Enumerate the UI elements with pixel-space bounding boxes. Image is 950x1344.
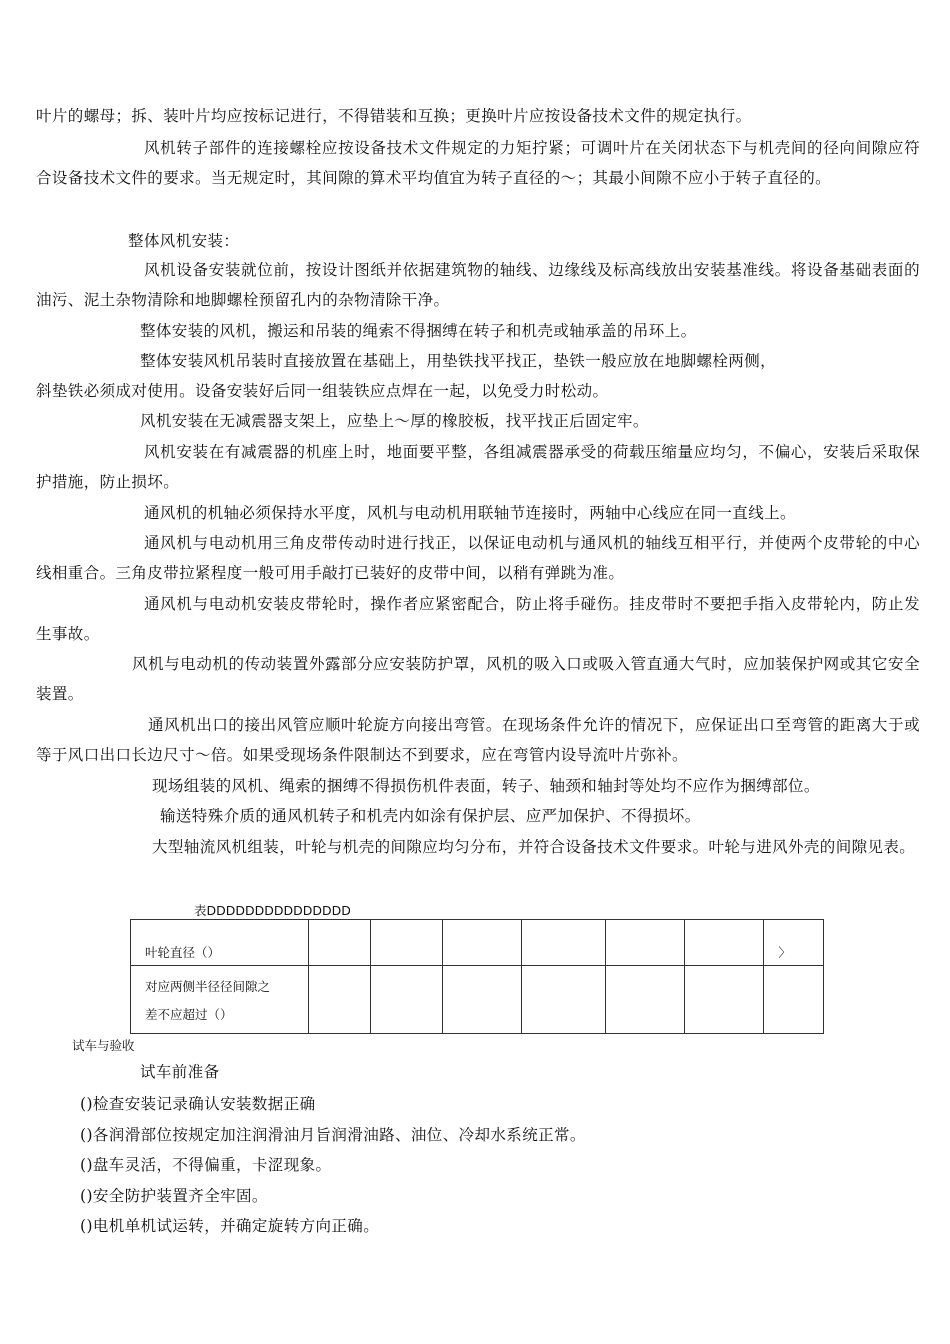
impeller-clearance-table bbox=[130, 919, 824, 1034]
table-cell bbox=[606, 920, 685, 966]
table-cell bbox=[371, 920, 443, 966]
table-row bbox=[131, 920, 824, 966]
paragraph-9: 通风机与电动机用三角皮带传动时进行找正，以保证电动机与通风机的轴线互相平行，并使两个皮带轮的中心线相重合。三角皮带拉紧程度一般可用手敲打已装好的皮带中间，以稍有弹跳为准。 bbox=[36, 534, 920, 582]
checklist-item-2: ()各润滑部位按规定加注润滑油月旨润滑油路、油位、冷却水系统正常。 bbox=[80, 1126, 586, 1144]
table-cell bbox=[308, 920, 370, 966]
table-cell-impeller-diameter: 叶轮直径（） bbox=[131, 920, 309, 966]
table-cell-radial-gap-diff bbox=[131, 966, 309, 1034]
table-cell bbox=[522, 920, 606, 966]
paragraph-7: 风机安装在有减震器的机座上时，地面要平整，各组减震器承受的荷载压缩量应均匀，不偏心，安装后采取保护措施，防止损坏。 bbox=[36, 443, 920, 491]
paragraph-11: 风机与电动机的传动装置外露部分应安装防护罩，风机的吸入口或吸入管直通大气时，应加装保护网或其它安全装置。 bbox=[36, 655, 920, 703]
paragraph-12: 通风机出口的接出风管应顺叶轮旋方向接出弯管。在现场条件允许的情况下，应保证出口至弯管的距离大于或等于风口出口长边尺寸～倍。如果受现场条件限制达不到要求，应在弯管内设导流叶片弥补。 bbox=[36, 716, 920, 764]
table-cell bbox=[685, 966, 764, 1034]
table-cell bbox=[522, 966, 606, 1034]
table-cell bbox=[443, 920, 522, 966]
table-cell bbox=[685, 920, 764, 966]
table-cell-last: 〉 bbox=[764, 920, 824, 966]
table-cell bbox=[443, 966, 522, 1034]
paragraph-6: 风机安装在无减震器支架上，应垫上～厚的橡胶板，找平找正后固定牢。 bbox=[140, 412, 649, 430]
paragraph-13: 现场组装的风机、绳索的捆缚不得损伤机件表面，转子、轴颈和轴封等处均不应作为捆缚部位。 bbox=[152, 777, 820, 795]
heading-whole-fan-install: 整体风机安装： bbox=[128, 232, 240, 250]
table-cell bbox=[606, 966, 685, 1034]
paragraph-15: 大型轴流风机组装，叶轮与机壳的间隙应均匀分布，并符合设备技术文件要求。叶轮与进风外壳的间隙见表。 bbox=[152, 838, 916, 856]
paragraph-8: 通风机的机轴必须保持水平度，风机与电动机用联轴节连接时，两轴中心线应在同一直线上。 bbox=[144, 504, 796, 522]
paragraph-1: 叶片的螺母；拆、装叶片均应按标记进行，不得错装和互换；更换叶片应按设备技术文件的规定执行。 bbox=[36, 107, 752, 125]
paragraph-3: 风机设备安装就位前，按设计图纸并依据建筑物的轴线、边缘线及标高线放出安装基准线。将设备基础表面的油污、泥土杂物清除和地脚螺栓预留孔内的杂物清除干净。 bbox=[36, 261, 920, 309]
table-cell bbox=[308, 966, 370, 1034]
paragraph-10: 通风机与电动机安装皮带轮时，操作者应紧密配合，防止将手碰伤。挂皮带时不要把手指入皮带轮内，防止发生事故。 bbox=[36, 595, 920, 643]
table-cell bbox=[764, 966, 824, 1034]
table-cell bbox=[371, 966, 443, 1034]
paragraph-2: 风机转子部件的连接螺栓应按设备技术文件规定的力矩拧紧；可调叶片在关闭状态下与机壳间的径向间隙应符合设备技术文件的要求。当无规定时，其间隙的算术平均值宜为转子直径的～；其最小间隙不应小于转子直径的。 bbox=[36, 139, 920, 187]
checklist-item-1: ()检查安装记录确认安装数据正确 bbox=[80, 1095, 316, 1113]
section-title: 试车与验收 bbox=[72, 1038, 135, 1053]
table-row bbox=[131, 966, 824, 1034]
checklist-item-4: ()安全防护装置齐全牢固。 bbox=[80, 1187, 268, 1205]
paragraph-5a: 整体安装风机吊装时直接放置在基础上，用垫铁找平找正，垫铁一般应放在地脚螺栓两侧， bbox=[140, 352, 777, 370]
table-caption: 表DDDDDDDDDDDDDDD bbox=[194, 903, 351, 918]
checklist-item-3: ()盘车灵活，不得偏重，卡涩现象。 bbox=[80, 1156, 332, 1174]
radial-gap-label-line1: 对应两侧半径径间隙之 bbox=[145, 979, 271, 994]
checklist-item-5: ()电机单机试运转，并确定旋转方向正确。 bbox=[80, 1217, 380, 1235]
radial-gap-label-line2: 差不应超过（） bbox=[145, 1007, 233, 1022]
paragraph-5b: 斜垫铁必须成对使用。设备安装好后同一组装铁应点焊在一起，以免受力时松动。 bbox=[36, 382, 609, 400]
paragraph-4: 整体安装的风机，搬运和吊装的绳索不得捆缚在转子和机壳或轴承盖的吊环上。 bbox=[140, 322, 697, 340]
subsection-title: 试车前准备 bbox=[140, 1063, 220, 1081]
paragraph-14: 输送特殊介质的通风机转子和机壳内如涂有保护层、应严加保护、不得损坏。 bbox=[160, 807, 701, 825]
